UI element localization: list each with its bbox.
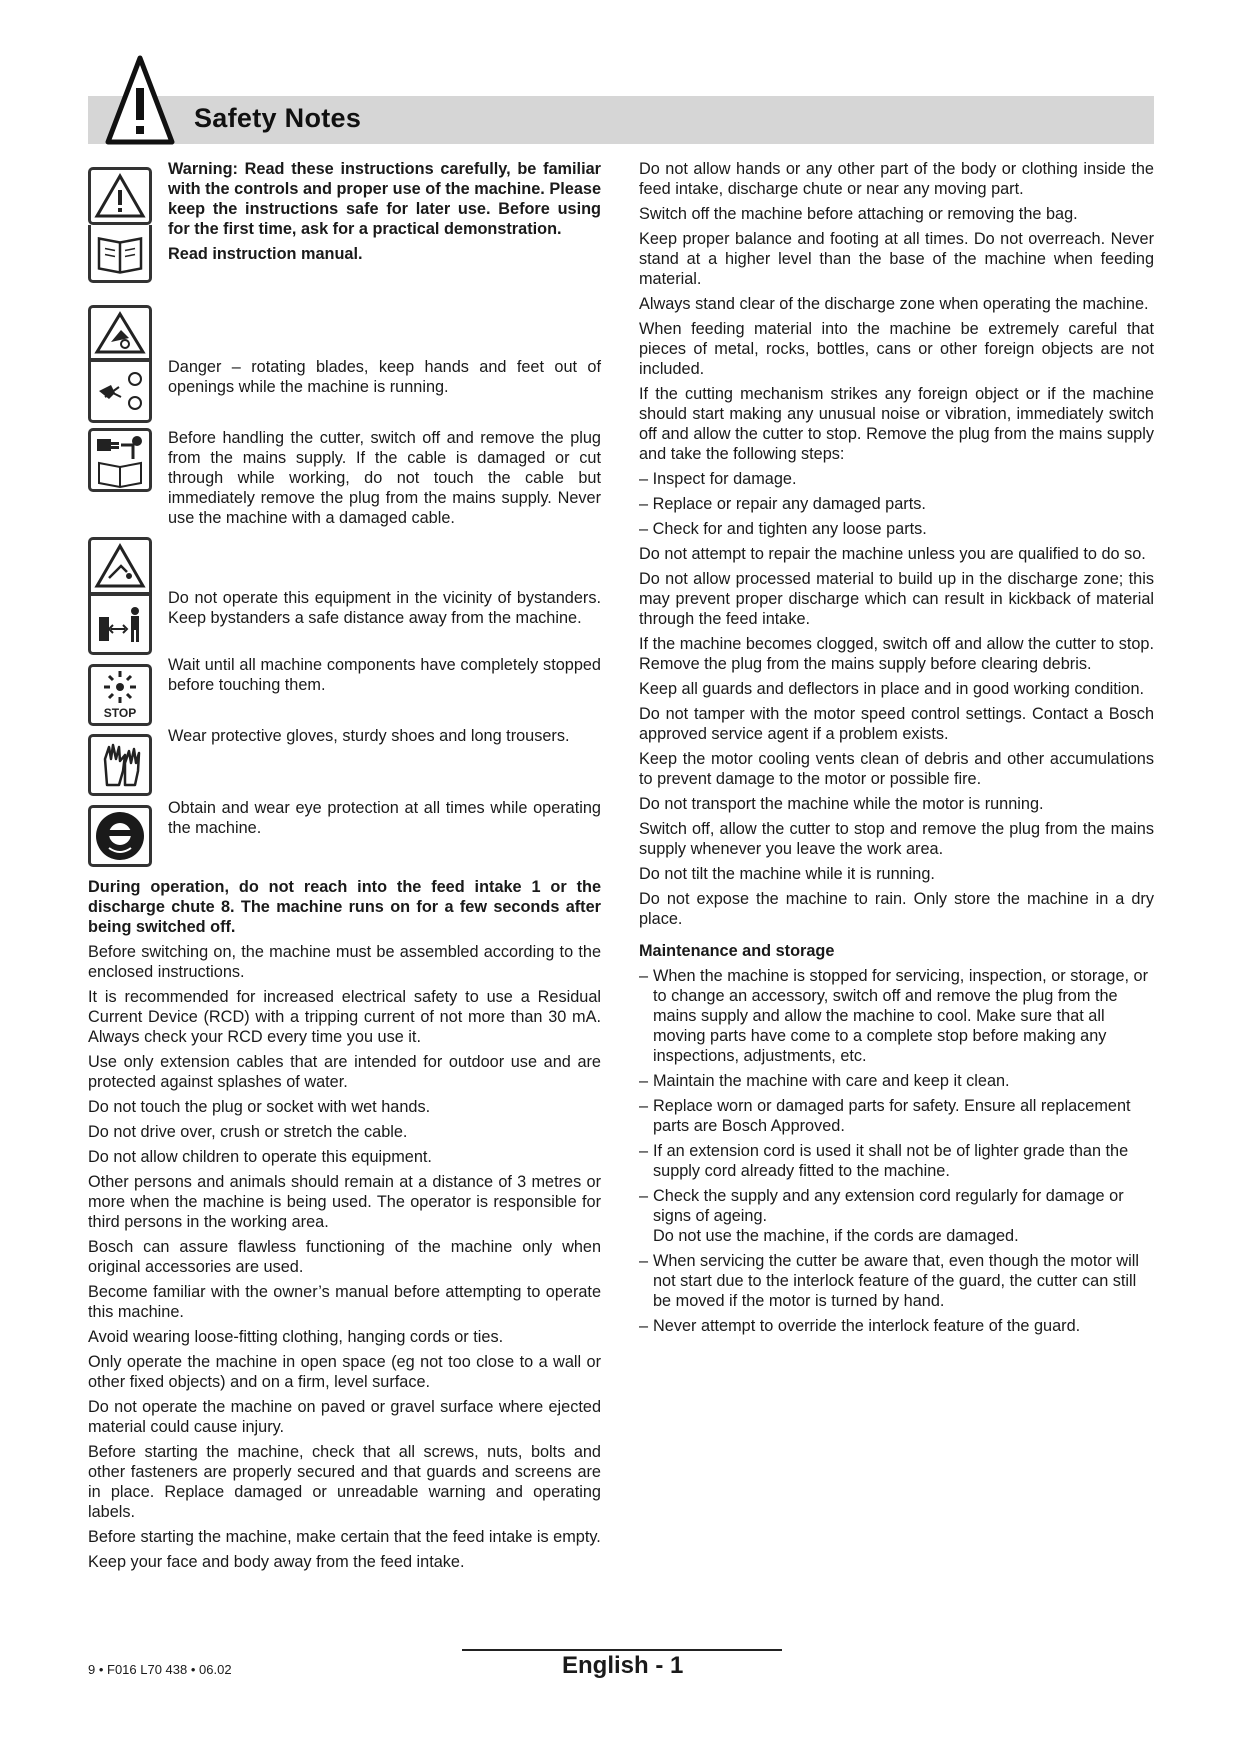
- footer-language: English - 1: [562, 1652, 684, 1679]
- left-paragraph: It is recommended for increased electrical safety to use a Residual Current Device (RCD) with a tripping current of not more than 30 mA. Always check your RCD every time you use it.: [88, 988, 601, 1046]
- left-paragraph: Other persons and animals should remain at a distance of 3 metres or more when the machine is being used. The operator is responsible for third persons in the working area.: [88, 1173, 601, 1231]
- wait-stop-icon: [88, 664, 152, 726]
- unplug-icon-group: [88, 428, 152, 492]
- gloves-text-block: [168, 726, 601, 751]
- eye-icon-group: [88, 805, 152, 867]
- right-paragraph: Switch off, allow the cutter to stop and remove the plug from the mains supply whenever you leave the work area.: [639, 820, 1154, 858]
- right-paragraph: Do not tilt the machine while it is running.: [639, 865, 935, 883]
- keep-distance-icon: [88, 595, 152, 655]
- danger-blades-text: Danger – rotating blades, keep hands and feet out of openings while the machine is running.: [168, 358, 601, 396]
- handling-text-block: [168, 428, 601, 533]
- eye-protection-icon: [88, 805, 152, 867]
- maintenance-item-text: Check the supply and any extension cord regularly for damage or signs of ageing.: [653, 1187, 1124, 1225]
- thrown-objects-icon: [88, 537, 152, 595]
- right-paragraph: Keep proper balance and footing at all times. Do not overreach. Never stand at a higher level than the base of the machine when feeding material.: [639, 230, 1154, 288]
- maintenance-item: – Never attempt to override the interlock feature of the guard.: [639, 1316, 1154, 1336]
- right-paragraph: Always stand clear of the discharge zone when operating the machine.: [639, 295, 1149, 313]
- blades-icon-group: [88, 305, 152, 423]
- left-paragraph: Become familiar with the owner’s manual before attempting to operate this machine.: [88, 1283, 601, 1321]
- eye-text: Obtain and wear eye protection at all times while operating the machine.: [168, 799, 601, 837]
- left-paragraph: Bosch can assure flawless functioning of the machine only when original accessories are used.: [88, 1238, 601, 1276]
- left-paragraph: Before starting the machine, make certain that the feed intake is empty.: [88, 1528, 601, 1546]
- right-paragraph: If the machine becomes clogged, switch off and allow the cutter to stop. Remove the plug from the mains supply before clearing debris.: [639, 635, 1154, 673]
- read-manual-text: Read instruction manual.: [168, 245, 363, 263]
- blade-hazard-icon: [88, 305, 152, 361]
- maintenance-item-text: Replace worn or damaged parts for safety. Ensure all replacement parts are Bosch Approved.: [653, 1097, 1131, 1135]
- gloves-text: Wear protective gloves, sturdy shoes and long trousers.: [168, 727, 570, 745]
- warning-sign-icon: [88, 167, 152, 225]
- warning-triangle-icon: [104, 52, 176, 152]
- maintenance-item-text: Maintain the machine with care and keep it clean.: [653, 1072, 1010, 1090]
- read-manual-icon: [88, 225, 152, 283]
- bystanders-icon-group: [88, 537, 152, 655]
- bystanders-text-block: [168, 588, 601, 633]
- right-paragraph: Do not allow hands or any other part of the body or clothing inside the feed intake, discharge chute or near any moving part.: [639, 160, 1154, 198]
- stop-label: STOP: [103, 706, 137, 720]
- left-paragraph: Only operate the machine in open space (eg not too close to a wall or other fixed objects) and on a firm, level surface.: [88, 1353, 601, 1391]
- right-paragraph: When feeding material into the machine be extremely careful that pieces of metal, rocks, bottles, cans or other foreign objects are not included.: [639, 320, 1154, 378]
- maintenance-item-text: Never attempt to override the interlock feature of the guard.: [653, 1317, 1081, 1335]
- cord-note: Do not use the machine, if the cords are damaged.: [653, 1227, 1019, 1245]
- bystanders-text: Do not operate this equipment in the vicinity of bystanders. Keep bystanders a safe distance away from the machine.: [168, 589, 601, 627]
- maintenance-item: – If an extension cord is used it shall not be of lighter grade than the supply cord already fitted to the machine.: [639, 1141, 1154, 1181]
- wait-text-block: [168, 655, 601, 700]
- right-paragraph: Do not transport the machine while the motor is running.: [639, 795, 1044, 813]
- wait-stop-text: Wait until all machine components have completely stopped before touching them.: [168, 656, 601, 694]
- left-paragraph: Do not touch the plug or socket with wet hands.: [88, 1098, 431, 1116]
- maintenance-item: – Check the supply and any extension cord regularly for damage or signs of ageing. Do not use the machine, if the cords are damaged.: [639, 1186, 1154, 1246]
- right-paragraph: – Replace or repair any damaged parts.: [639, 495, 926, 513]
- right-paragraph: – Inspect for damage.: [639, 470, 797, 488]
- warning-icon-group: [88, 167, 152, 283]
- left-paragraph: Before starting the machine, check that all screws, nuts, bolts and other fasteners are properly secured and that guards and screens are in place. Replace damaged or unreadable warning and operating labels.: [88, 1443, 601, 1521]
- danger-text-block: [168, 357, 601, 402]
- left-paragraph: Use only extension cables that are intended for outdoor use and are protected against splashes of water.: [88, 1053, 601, 1091]
- right-paragraph: – Check for and tighten any loose parts.: [639, 520, 927, 538]
- left-paragraph: Do not operate the machine on paved or gravel surface where ejected material could cause injury.: [88, 1398, 601, 1436]
- maintenance-item: – When the machine is stopped for servicing, inspection, or storage, or to change an accessory, switch off and remove the plug from the mains supply and allow the machine to cool. Make sure that all moving parts have come to a complete stop before making any inspections, adjustments, etc.: [639, 966, 1154, 1066]
- left-paragraph: Do not drive over, crush or stretch the cable.: [88, 1123, 408, 1141]
- left-paragraph: Keep your face and body away from the feed intake.: [88, 1553, 465, 1571]
- unplug-manual-icon: [88, 428, 152, 492]
- handling-cutter-text: Before handling the cutter, switch off and remove the plug from the mains supply. If the cable is damaged or cut through while working, do not touch the cable but immediately remove the plug from the mains supply. Never use the machine with a damaged cable.: [168, 429, 601, 527]
- left-paragraph: Before switching on, the machine must be assembled according to the enclosed instructions.: [88, 943, 601, 981]
- maintenance-item: – Maintain the machine with care and keep it clean.: [639, 1071, 1154, 1091]
- warning-text-block: [168, 159, 601, 269]
- right-paragraph: Switch off the machine before attaching or removing the bag.: [639, 205, 1078, 223]
- maintenance-item-text: If an extension cord is used it shall not be of lighter grade than the supply cord already fitted to the machine.: [653, 1142, 1129, 1180]
- right-paragraph: Do not tamper with the motor speed control settings. Contact a Bosch approved service agent if a problem exists.: [639, 705, 1154, 743]
- maintenance-item: – When servicing the cutter be aware that, even though the motor will not start due to the interlock feature of the guard, the cutter can still be moved if the motor is turned by hand.: [639, 1251, 1154, 1311]
- eye-text-block: [168, 798, 601, 843]
- maintenance-title: Maintenance and storage: [639, 942, 835, 960]
- left-paragraph: Avoid wearing loose-fitting clothing, hanging cords or ties.: [88, 1328, 504, 1346]
- right-column: [639, 159, 1154, 1341]
- gloves-icon-group: [88, 734, 152, 796]
- operation-warning: During operation, do not reach into the feed intake 1 or the discharge chute 8. The machine runs on for a few seconds after being switched off.: [88, 878, 601, 936]
- footer-code: 9 • F016 L70 438 • 06.02: [88, 1662, 232, 1677]
- right-paragraph: Keep the motor cooling vents clean of debris and other accumulations to prevent damage to the motor or possible fire.: [639, 750, 1154, 788]
- right-paragraph: Do not expose the machine to rain. Only store the machine in a dry place.: [639, 890, 1154, 928]
- maintenance-item: – Replace worn or damaged parts for safety. Ensure all replacement parts are Bosch Approved.: [639, 1096, 1154, 1136]
- right-paragraph: Do not allow processed material to build up in the discharge zone; this may prevent proper discharge which can result in kickback of material through the feed intake.: [639, 570, 1154, 628]
- gloves-icon: [88, 734, 152, 796]
- left-column: [88, 877, 601, 1577]
- right-paragraph: Keep all guards and deflectors in place and in good working condition.: [639, 680, 1145, 698]
- feet-hands-icon: [88, 361, 152, 423]
- maintenance-item-text: When the machine is stopped for servicing, inspection, or storage, or to change an accessory, switch off and remove the plug from the mains supply and allow the machine to cool. Make sure that all moving parts have come to a complete stop before making any inspections, adjustments, etc.: [653, 967, 1149, 1065]
- page-title: Safety Notes: [194, 103, 362, 133]
- stop-icon-group: [88, 664, 152, 726]
- right-paragraph: Do not attempt to repair the machine unless you are qualified to do so.: [639, 545, 1146, 563]
- maintenance-item-text: When servicing the cutter be aware that, even though the motor will not start due to the interlock feature of the guard, the cutter can still be moved if the motor is turned by hand.: [653, 1252, 1139, 1310]
- right-paragraph: If the cutting mechanism strikes any foreign object or if the machine should start making any unusual noise or vibration, immediately switch off and allow the cutter to stop. Remove the plug from the mains supply and take the following steps:: [639, 385, 1154, 463]
- warning-text: Warning: Read these instructions carefully, be familiar with the controls and proper use of the machine. Please keep the instructions safe for later use. Before using for the first time, ask for a practical demonstration.: [168, 160, 601, 238]
- left-paragraph: Do not allow children to operate this equipment.: [88, 1148, 432, 1166]
